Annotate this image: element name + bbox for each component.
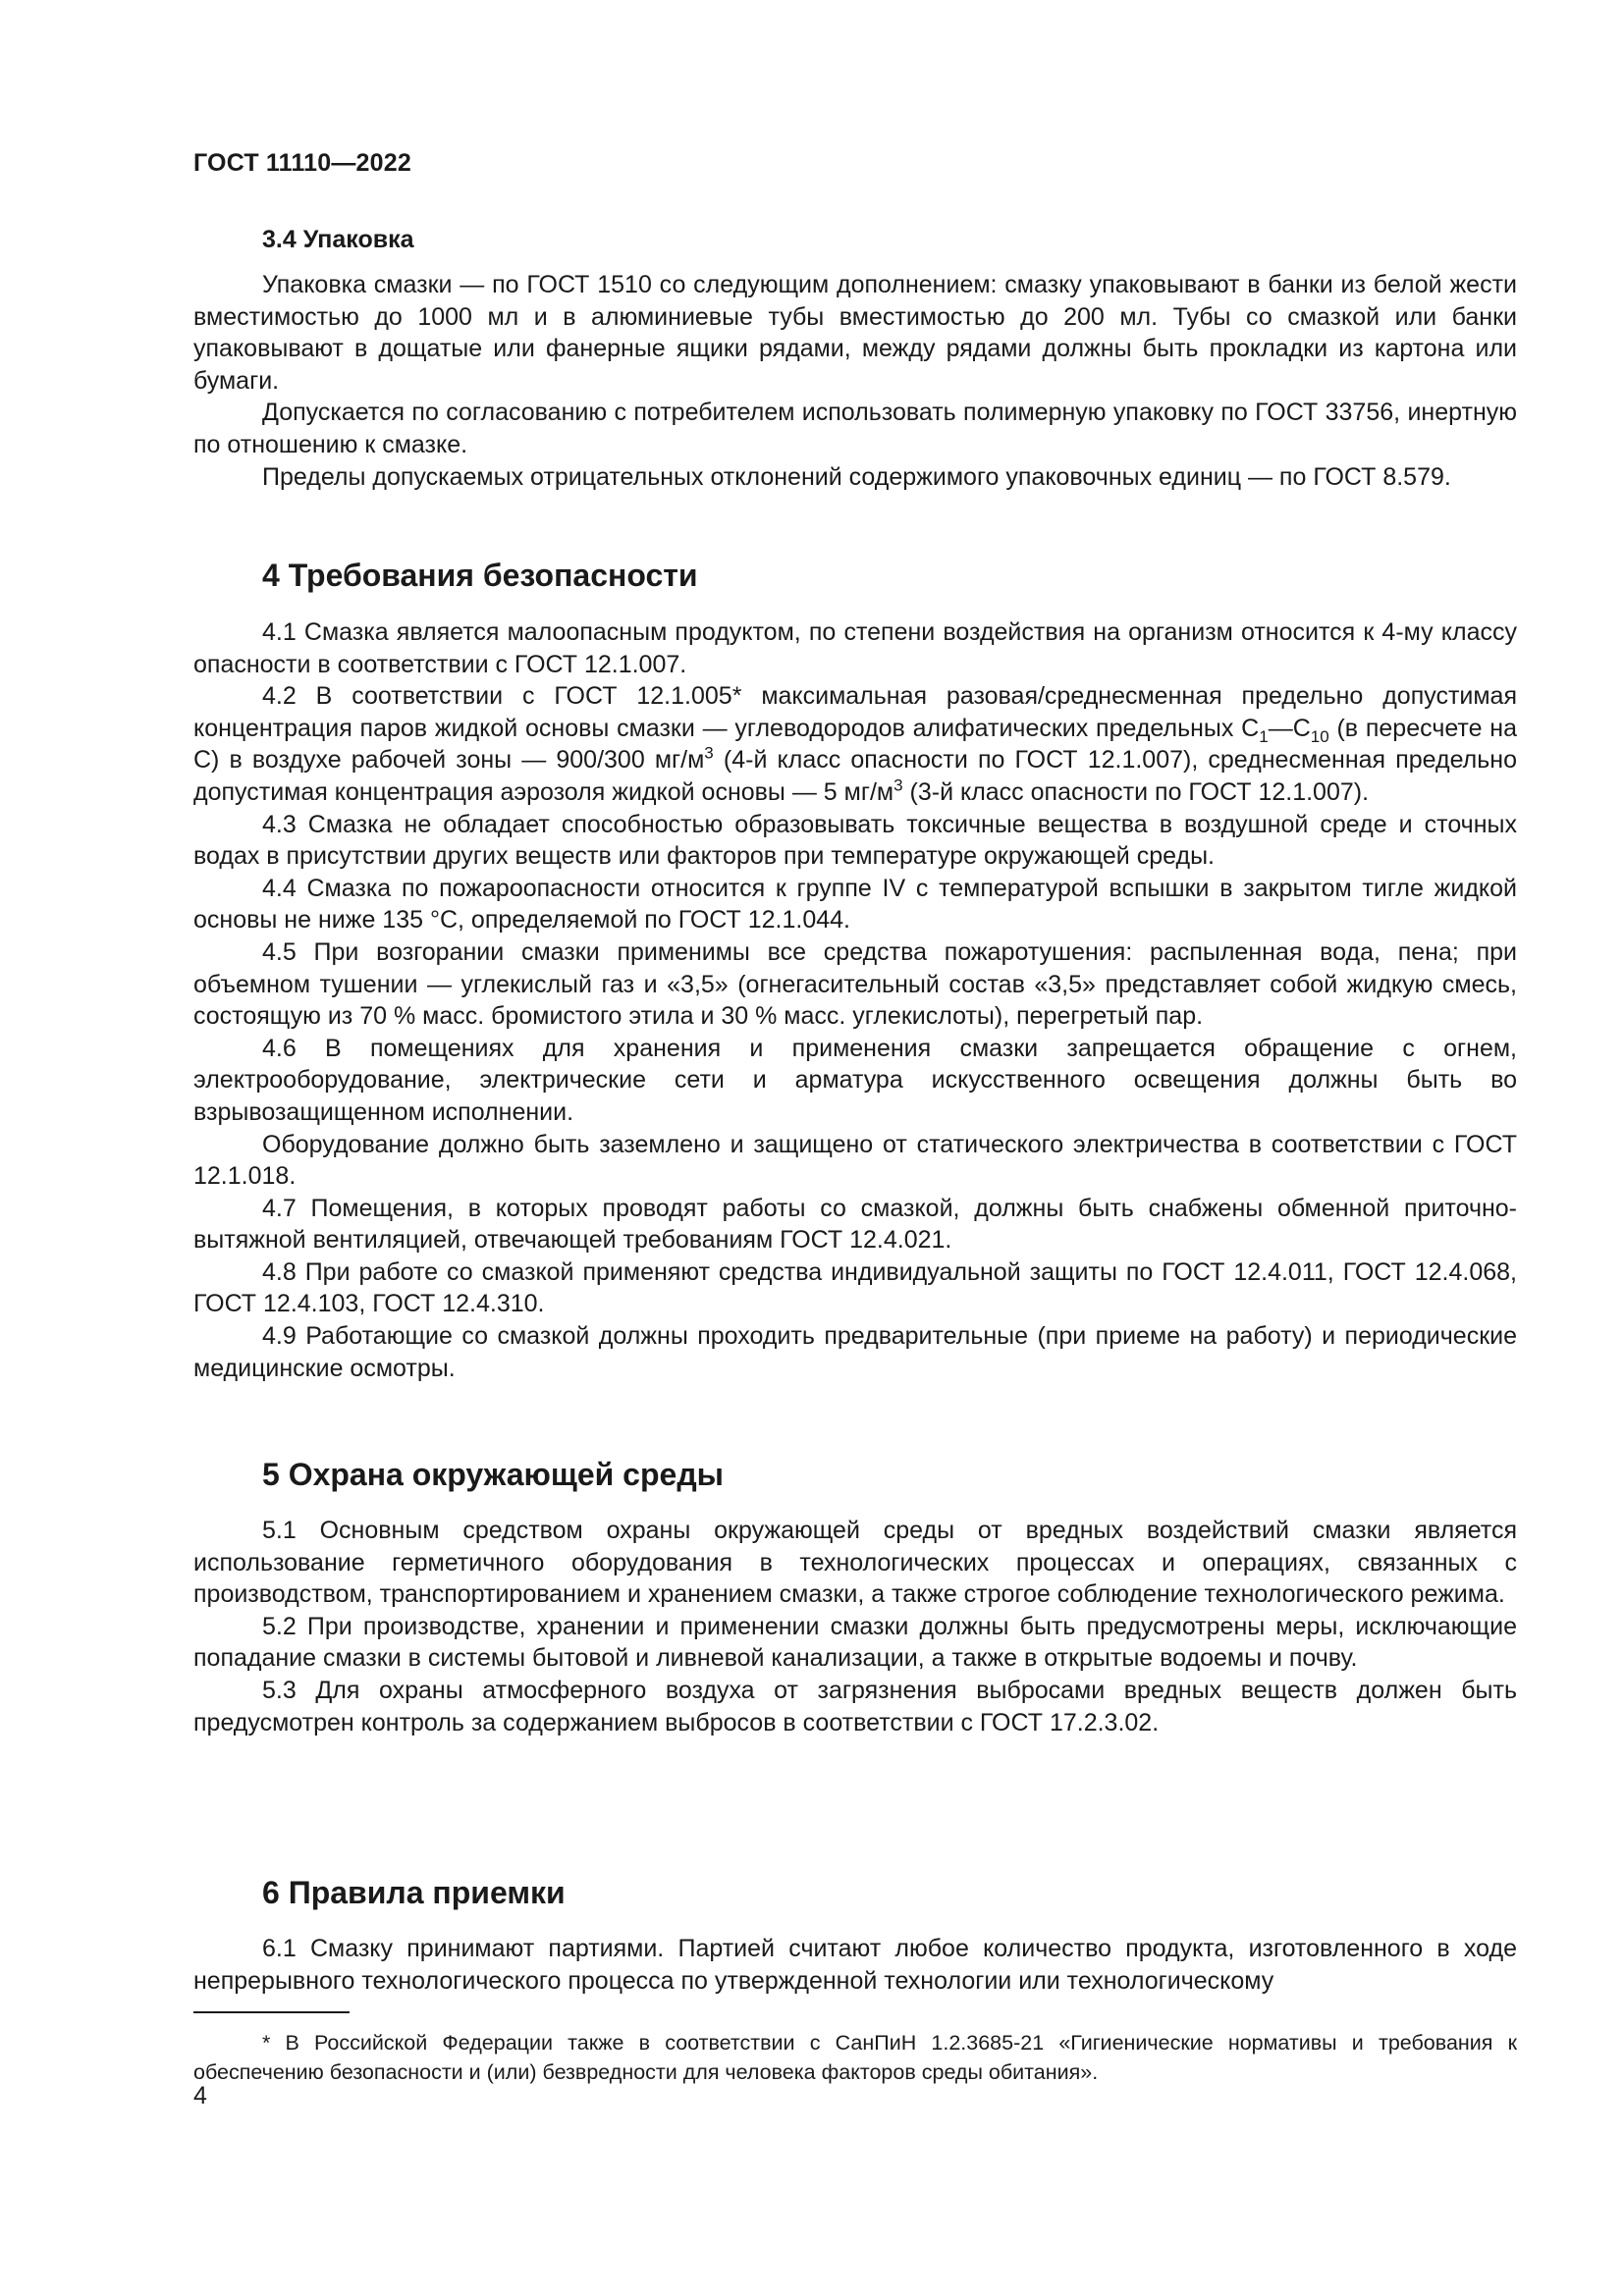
paragraph: Допускается по согласованию с потребителем использовать полимерную упаковку по ГОСТ 33756, инертную по отношению к смазке. xyxy=(193,399,1517,458)
paragraph-4-3: 4.3 Смазка не обладает способностью образовывать токсичные вещества в воздушной среде и сточных водах в присутствии других веществ или факторов при температуре окружающей среды. xyxy=(193,810,1517,871)
section-4-body xyxy=(193,616,1517,1384)
paragraph-4-5: 4.5 При возгорании смазки применимы все средства пожаротушения: распыленная вода, пена; при объемном тушении — углекислый газ и «3,5» (огнегасительный состав «3,5» представляет собой жидкую смесь, состоящую из 70 % масс. бромистого этила и 30 % масс. углекислоты), перегретый пар. xyxy=(193,937,1517,1031)
paragraph-5-3: 5.3 Для охраны атмосферного воздуха от загрязнения выбросами вредных веществ должен быть предусмотрен контроль за содержанием выбросов в соответствии с ГОСТ 17.2.3.02. xyxy=(193,1676,1517,1736)
paragraph-5-2: 5.2 При производстве, хранении и применении смазки должны быть предусмотрены меры, исключающие попадание смазки в системы бытовой и ливневой канализации, а также в открытые водоемы и почву. xyxy=(193,1612,1517,1673)
paragraph-4-7: 4.7 Помещения, в которых проводят работы со смазкой, должны быть снабжены обменной приточно-вытяжной вентиляцией, отвечающей требованиям ГОСТ 12.4.021. xyxy=(193,1194,1517,1255)
page-number: 4 xyxy=(193,2082,207,2109)
section-heading-4: 4 Требования безопасности xyxy=(262,558,698,593)
section-3-4-body xyxy=(193,269,1517,493)
paragraph-4-8: 4.8 При работе со смазкой применяют средства индивидуальной защиты по ГОСТ 12.4.011, ГОСТ 12.4.068, ГОСТ 12.4.103, ГОСТ 12.4.310. xyxy=(193,1257,1517,1318)
document-header: ГОСТ 11110—2022 xyxy=(193,149,411,177)
section-heading-6: 6 Правила приемки xyxy=(262,1875,566,1910)
section-5-body xyxy=(193,1515,1517,1738)
subsection-title-3-4: 3.4 Упаковка xyxy=(262,226,414,253)
paragraph-4-9: 4.9 Работающие со смазкой должны проходить предварительные (при приеме на работу) и периодические медицинские осмотры. xyxy=(193,1322,1517,1382)
paragraph-5-1: 5.1 Основным средством охраны окружающей среды от вредных воздействий смазки является использование герметичного оборудования в технологических процессах и операциях, связанных с производством, транспортированием и хранением смазки, а также строгое соблюдение технологического режима. xyxy=(193,1517,1517,1609)
paragraph: Упаковка смазки — по ГОСТ 1510 со следующим дополнением: смазку упаковывают в банки из белой жести вместимостью до 1000 мл и в алюминиевые тубы вместимостью до 200 мл. Тубы со смазкой или банки упаковывают в дощатые или фанерные ящики рядами, между рядами должны быть прокладки из картона или бумаги. xyxy=(193,271,1517,395)
section-heading-5: 5 Охрана окружающей среды xyxy=(262,1457,724,1492)
paragraph-4-4: 4.4 Смазка по пожароопасности относится к группе IV с температурой вспышки в закрытом тигле жидкой основы не ниже 135 °С, определяемой по ГОСТ 12.1.044. xyxy=(193,874,1517,934)
paragraph: Пределы допускаемых отрицательных отклонений содержимого упаковочных единиц — по ГОСТ 8.579. xyxy=(262,462,1451,491)
footnote: * В Российской Федерации также в соответствии с СанПиН 1.2.3685-21 «Гигиенические нормативы и требования к обеспечению безопасности и (или) безвредности для человека факторов среды обитания». xyxy=(193,2031,1517,2084)
paragraph-6-1: 6.1 Смазку принимают партиями. Партией считают любое количество продукта, изготовленного в ходе непрерывного технологического процесса по утвержденной технологии или технологическому xyxy=(193,1935,1517,1995)
paragraph-4-2: 4.2 В соответствии с ГОСТ 12.1.005* максимальная разовая/среднесменная предельно допустимая концентрация паров жидкой основы смазки — углеводородов алифатических предельных $С_1—С_{10}$ (в пересчете на С) в воздухе рабочей зоны — 900/300 $мг/м^3$ (4-й класс опасности по ГОСТ 12.1.007), среднесменная предельно допустимая концентрация аэрозоля жидкой основы — 5 $мг/м^3$ (3-й класс опасности по ГОСТ 12.1.007). xyxy=(193,682,1518,806)
paragraph-4-6b: Оборудование должно быть заземлено и защищено от статического электричества в соответствии с ГОСТ 12.1.018. xyxy=(193,1130,1517,1191)
section-6-body xyxy=(193,1933,1517,1997)
footnote-divider xyxy=(193,2011,350,2013)
paragraph-4-1: 4.1 Смазка является малоопасным продуктом, по степени воздействия на организм относится к 4-му классу опасности в соответствии с ГОСТ 12.1.007. xyxy=(193,618,1517,678)
paragraph-4-6: 4.6 В помещениях для хранения и применения смазки запрещается обращение с огнем, электрооборудование, электрические сети и арматура искусственного освещения должны быть во взрывозащищенном исполнении. xyxy=(193,1034,1517,1126)
